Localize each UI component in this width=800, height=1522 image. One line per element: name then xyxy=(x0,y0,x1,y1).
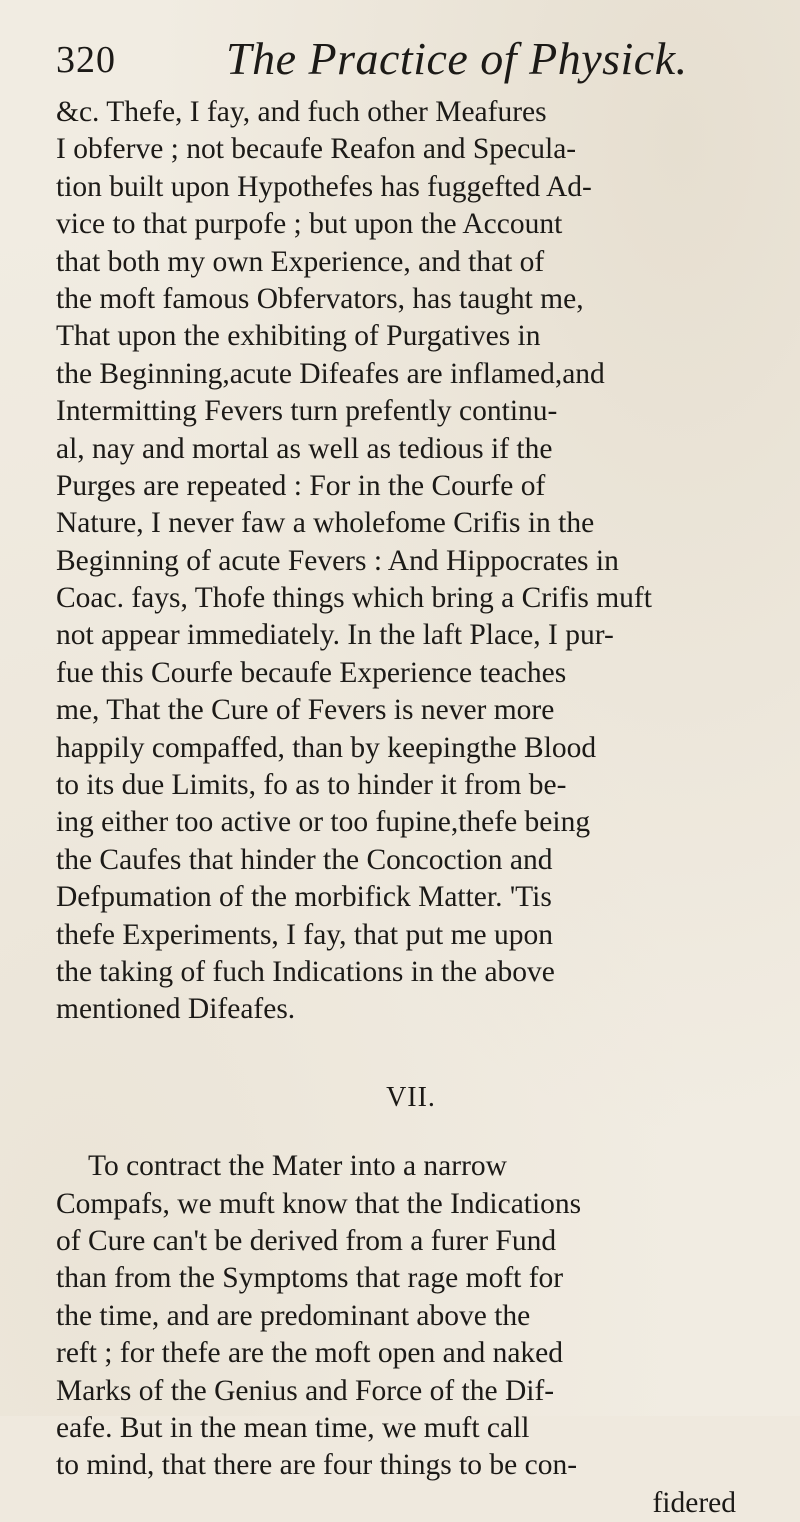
text-line: the taking of fuch Indications in the above xyxy=(56,955,555,988)
text-line: Defpumation of the morbifick Matter. 'Tis xyxy=(56,881,552,914)
text-line: Purges are repeated : For in the Courfe of xyxy=(56,469,546,502)
catchword: fidered xyxy=(652,1486,736,1519)
paragraph-1 xyxy=(56,94,766,1029)
text-line: I obferve ; not becaufe Reafon and Specula- xyxy=(56,133,577,166)
paragraph-2 xyxy=(56,1148,766,1522)
text-line: To contract the Mater into a narrow xyxy=(88,1150,507,1183)
text-line: Intermitting Fevers turn prefently continu- xyxy=(56,395,558,428)
text-line: the time, and are predominant above the xyxy=(56,1299,531,1332)
text-line: of Cure can't be derived from a furer Fund xyxy=(56,1224,557,1257)
section-heading: VII. xyxy=(386,1081,436,1113)
text-line: reft ; for thefe are the moft open and naked xyxy=(56,1337,564,1370)
text-line: than from the Symptoms that rage moft for xyxy=(56,1262,564,1295)
text-line: that both my own Experience, and that of xyxy=(56,245,545,278)
text-line: Compafs, we muft know that the Indications xyxy=(56,1187,582,1220)
text-line: the Caufes that hinder the Concoction and xyxy=(56,843,553,876)
text-line: to its due Limits, fo as to hinder it from be- xyxy=(56,769,567,802)
text-line: thefe Experiments, I fay, that put me upon xyxy=(56,918,553,951)
text-line: the moft famous Obfervators, has taught me, xyxy=(56,282,584,315)
text-line: to mind, that there are four things to be con- xyxy=(56,1449,578,1482)
text-line: eafe. But in the mean time, we muft call xyxy=(56,1411,530,1444)
body-text xyxy=(56,94,766,1522)
text-line: fue this Courfe becaufe Experience teaches xyxy=(56,656,567,689)
text-line: Coac. fays, Thofe things which bring a Crifis muft xyxy=(56,582,652,615)
running-title: The Practice of Physick. xyxy=(226,33,688,84)
text-line: al, nay and mortal as well as tedious if the xyxy=(56,432,553,465)
text-line: tion built upon Hypothefes has fuggefted Ad- xyxy=(56,170,592,203)
text-line: Nature, I never faw a wholefome Crifis in the xyxy=(56,507,595,540)
text-line: not appear immediately. In the laft Place, I pur- xyxy=(56,619,614,652)
text-line: vice to that purpofe ; but upon the Account xyxy=(56,208,563,241)
text-line: &c. Thefe, I fay, and fuch other Meafures xyxy=(56,96,547,128)
page-header xyxy=(56,28,756,88)
text-line: Marks of the Genius and Force of the Dif- xyxy=(56,1374,555,1407)
text-line: me, That the Cure of Fevers is never more xyxy=(56,694,555,727)
text-line: the Beginning,acute Difeafes are inflamed,and xyxy=(56,357,605,390)
text-line: happily compaffed, than by keepingthe Blood xyxy=(56,731,597,764)
page-number: 320 xyxy=(56,39,116,81)
text-line: ing either too active or too fupine,thefe being xyxy=(56,806,591,839)
text-line: mentioned Difeafes. xyxy=(56,993,296,1026)
text-line: Beginning of acute Fevers : And Hippocrates in xyxy=(56,544,619,577)
text-line: That upon the exhibiting of Purgatives in xyxy=(56,320,541,353)
